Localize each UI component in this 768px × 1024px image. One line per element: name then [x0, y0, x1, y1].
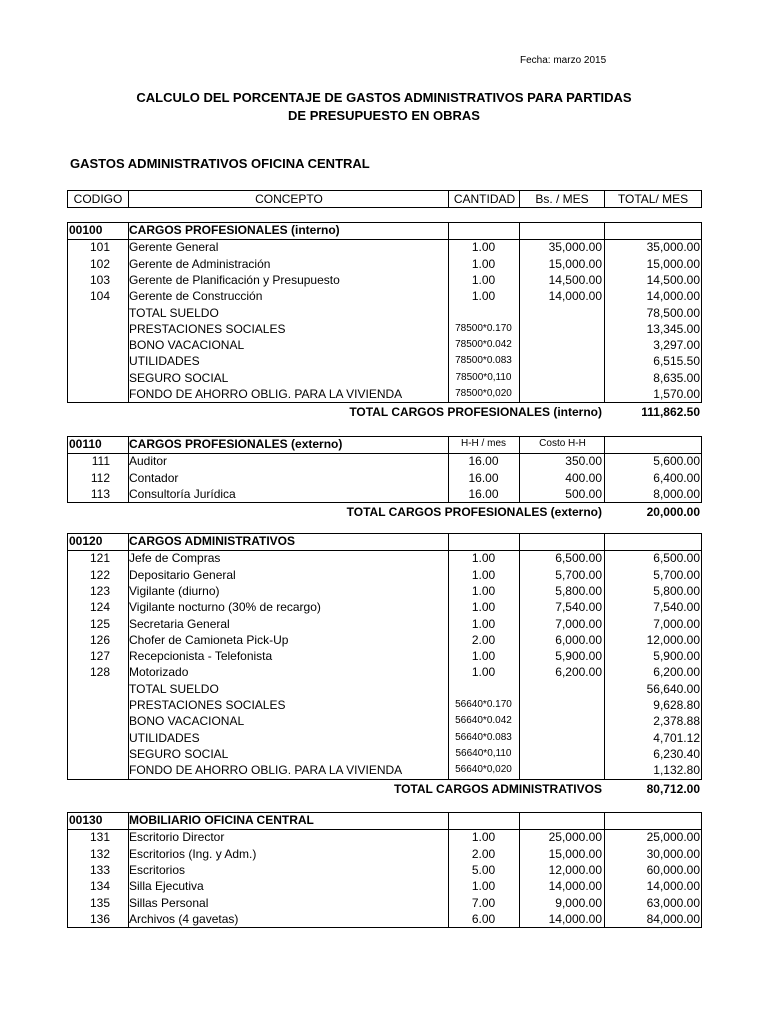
row-quantity: 2.00 — [471, 632, 496, 647]
row-concept: Vigilante (diurno) — [129, 583, 220, 598]
table-row — [67, 337, 702, 354]
row-unit-cost: 400.00 — [565, 470, 602, 485]
row-quantity: 5.00 — [471, 862, 496, 877]
row-quantity: 1.00 — [471, 551, 496, 566]
table-row — [67, 648, 702, 665]
row-unit-cost — [520, 321, 602, 337]
section-total-row — [67, 404, 702, 420]
row-unit-cost: 9,000.00 — [555, 895, 602, 910]
row-quantity — [449, 681, 518, 697]
row-code — [67, 353, 110, 369]
table-row — [67, 486, 702, 503]
row-total: 1,570.00 — [653, 387, 700, 401]
row-unit-cost — [520, 353, 602, 369]
row-quantity: 56640*0.083 — [455, 731, 512, 743]
section-total-row — [67, 781, 702, 797]
row-total: 6,400.00 — [653, 470, 700, 485]
row-total: 25,000.00 — [646, 830, 700, 845]
row-quantity: 56640*0,110 — [455, 747, 512, 759]
row-concept: Jefe de Compras — [129, 551, 221, 566]
table-row — [67, 272, 702, 289]
row-concept: TOTAL SUELDO — [129, 305, 219, 320]
row-concept: Gerente General — [129, 240, 219, 255]
row-total: 7,540.00 — [653, 600, 700, 615]
row-unit-cost: 5,800.00 — [555, 583, 602, 598]
row-concept: Gerente de Construcción — [129, 289, 263, 304]
row-total: 7,000.00 — [653, 616, 700, 631]
row-total: 13,345.00 — [646, 321, 700, 336]
row-unit-cost — [520, 697, 602, 713]
row-total: 84,000.00 — [646, 911, 700, 926]
row-unit-cost — [520, 305, 602, 321]
row-concept: Recepcionista - Telefonista — [129, 649, 273, 664]
section-code: 00130 — [69, 813, 103, 827]
row-total: 5,700.00 — [653, 567, 700, 582]
row-code: 134 — [89, 879, 110, 894]
section-total-row — [67, 504, 702, 520]
row-total: 14,000.00 — [646, 879, 700, 894]
table-row — [67, 550, 702, 567]
row-quantity: 1.00 — [471, 649, 496, 664]
row-concept: UTILIDADES — [129, 730, 200, 745]
row-total: 12,000.00 — [646, 632, 700, 647]
section-code: 00110 — [69, 437, 102, 451]
row-quantity: 1.00 — [471, 879, 496, 894]
row-code: 121 — [89, 551, 110, 566]
table-row — [67, 616, 702, 633]
row-quantity — [449, 305, 518, 321]
table-row — [67, 321, 702, 338]
row-quantity: 1.00 — [471, 272, 496, 287]
row-total: 56,640.00 — [646, 681, 700, 696]
row-code — [67, 321, 110, 337]
row-unit-cost: 15,000.00 — [548, 256, 602, 271]
row-code: 126 — [89, 632, 110, 647]
row-code: 125 — [89, 616, 110, 631]
row-unit-cost — [520, 370, 602, 386]
row-quantity: 78500*0,020 — [455, 388, 512, 399]
row-concept: Gerente de Administración — [129, 256, 271, 271]
row-concept: FONDO DE AHORRO OBLIG. PARA LA VIVIENDA — [129, 763, 403, 778]
row-quantity: 1.00 — [471, 616, 496, 631]
row-code — [67, 337, 110, 353]
table-row — [67, 681, 702, 698]
row-quantity: 78500*0.170 — [455, 322, 512, 334]
table-row — [67, 453, 702, 470]
table-row — [67, 664, 702, 681]
row-total: 14,500.00 — [646, 272, 700, 287]
row-total: 5,800.00 — [653, 583, 700, 598]
row-code: 111 — [91, 454, 110, 469]
row-total: 60,000.00 — [646, 862, 700, 877]
row-unit-cost: 7,000.00 — [555, 616, 602, 631]
row-unit-cost — [520, 386, 602, 402]
row-unit-cost: 6,200.00 — [555, 665, 602, 680]
row-code: 127 — [89, 649, 110, 664]
table-row — [67, 239, 702, 256]
row-concept: Archivos (4 gavetas) — [129, 911, 239, 926]
row-unit-cost — [520, 730, 602, 746]
table-row — [67, 256, 702, 273]
row-unit-cost: 6,000.00 — [555, 632, 602, 647]
row-unit-cost — [520, 746, 602, 762]
table-row — [67, 470, 702, 487]
row-quantity: 78500*0.042 — [455, 339, 512, 351]
header-total-mes: TOTAL/ MES — [617, 192, 689, 206]
row-code: 112 — [90, 470, 110, 485]
row-code: 101 — [89, 240, 110, 255]
row-total: 9,628.80 — [653, 698, 700, 712]
row-code: 103 — [89, 272, 110, 287]
section-title: MOBILIARIO OFICINA CENTRAL — [129, 813, 314, 827]
row-concept: Motorizado — [129, 665, 189, 680]
row-unit-cost: 7,540.00 — [555, 600, 602, 615]
document-title-line2: DE PRESUPUESTO EN OBRAS — [288, 108, 480, 123]
row-total: 15,000.00 — [646, 256, 700, 271]
row-unit-cost — [520, 681, 602, 697]
row-unit-cost: 14,500.00 — [548, 272, 602, 287]
section-total-label: TOTAL CARGOS ADMINISTRATIVOS — [393, 781, 602, 796]
row-total: 1,132.80 — [653, 763, 700, 778]
row-concept: Vigilante nocturno (30% de recargo) — [129, 600, 321, 615]
row-unit-cost — [520, 762, 602, 778]
row-code — [67, 305, 110, 321]
row-unit-cost: 5,700.00 — [555, 567, 602, 582]
row-concept: Escritorios — [129, 862, 186, 877]
row-quantity: 56640*0,020 — [455, 764, 512, 776]
table-header — [67, 190, 702, 208]
table-row — [67, 762, 702, 779]
row-concept: PRESTACIONES SOCIALES — [129, 698, 286, 712]
row-code: 123 — [89, 583, 110, 598]
row-quantity: 1.00 — [471, 240, 496, 255]
section-total-value: 20,000.00 — [646, 505, 700, 520]
row-code: 136 — [89, 911, 110, 926]
row-quantity: 1.00 — [471, 830, 496, 845]
row-concept: Sillas Personal — [129, 895, 209, 910]
section-total-value: 111,862.50 — [641, 405, 700, 420]
row-concept: SEGURO SOCIAL — [129, 370, 229, 385]
row-total: 8,635.00 — [653, 370, 700, 385]
row-concept: Escritorio Director — [129, 830, 225, 845]
row-concept: TOTAL SUELDO — [129, 681, 219, 696]
row-unit-cost: 35,000.00 — [548, 240, 602, 255]
table-row — [67, 632, 702, 649]
table-row — [67, 697, 702, 714]
section-title: CARGOS PROFESIONALES (interno) — [129, 223, 340, 237]
row-total: 30,000.00 — [646, 846, 700, 861]
row-total: 6,200.00 — [653, 665, 700, 680]
row-concept: Escritorios (Ing. y Adm.) — [129, 846, 257, 861]
row-code: 122 — [89, 567, 110, 582]
row-code — [67, 386, 110, 402]
row-code — [67, 730, 110, 746]
row-code: 102 — [89, 256, 110, 271]
sub-header-costo-hh: Costo H-H — [539, 438, 586, 449]
table-row — [67, 878, 702, 895]
table-row — [67, 829, 702, 846]
row-unit-cost: 350.00 — [565, 454, 602, 469]
row-code — [67, 681, 110, 697]
row-concept: FONDO DE AHORRO OBLIG. PARA LA VIVIENDA — [129, 387, 403, 401]
header-bs-mes: Bs. / MES — [535, 192, 589, 206]
table-row — [67, 583, 702, 600]
table-row — [67, 746, 702, 763]
row-concept: Consultoría Jurídica — [129, 486, 236, 501]
row-concept: Secretaria General — [129, 616, 230, 631]
table-row — [67, 911, 702, 928]
row-quantity: 78500*0,110 — [455, 371, 512, 383]
row-total: 5,900.00 — [653, 649, 700, 664]
row-total: 63,000.00 — [646, 895, 700, 910]
row-code — [67, 713, 110, 729]
row-quantity: 16.00 — [468, 470, 499, 485]
section-header-row — [67, 812, 702, 829]
row-quantity: 16.00 — [468, 454, 499, 469]
row-total: 8,000.00 — [653, 486, 700, 501]
row-total: 5,600.00 — [653, 454, 700, 469]
section-total-value: 80,712.00 — [646, 781, 700, 796]
section-code: 00100 — [69, 223, 103, 237]
row-concept: BONO VACACIONAL — [129, 338, 245, 353]
row-code — [67, 370, 110, 386]
row-code: 113 — [90, 486, 110, 501]
table-row — [67, 288, 702, 305]
row-concept: Contador — [129, 470, 179, 485]
row-concept: Depositario General — [129, 567, 236, 582]
fecha-label: Fecha: marzo 2015 — [520, 55, 607, 66]
table-row — [67, 567, 702, 584]
row-code: 128 — [89, 665, 110, 680]
row-code: 133 — [89, 862, 110, 877]
section-title: CARGOS ADMINISTRATIVOS — [129, 534, 296, 548]
row-total: 6,515.50 — [653, 354, 700, 369]
table-row — [67, 370, 702, 387]
row-quantity: 1.00 — [471, 289, 496, 304]
section-total-label: TOTAL CARGOS PROFESIONALES (externo) — [346, 505, 602, 520]
row-quantity: 1.00 — [471, 600, 496, 615]
row-concept: UTILIDADES — [129, 354, 200, 369]
row-quantity: 2.00 — [471, 846, 496, 861]
table-row — [67, 713, 702, 730]
row-quantity: 1.00 — [471, 665, 496, 680]
row-unit-cost: 15,000.00 — [548, 846, 602, 861]
row-code — [67, 697, 110, 713]
row-unit-cost: 14,000.00 — [548, 911, 602, 926]
row-unit-cost: 12,000.00 — [548, 862, 602, 877]
row-unit-cost: 5,900.00 — [555, 649, 602, 664]
row-quantity: 7.00 — [471, 895, 496, 910]
header-cantidad: CANTIDAD — [453, 192, 516, 206]
row-code: 132 — [89, 846, 110, 861]
table-row — [67, 730, 702, 747]
row-code — [67, 746, 110, 762]
row-code: 131 — [89, 830, 110, 845]
row-total: 2,378.88 — [653, 714, 700, 729]
section-header-row — [67, 436, 702, 453]
row-quantity: 1.00 — [471, 256, 496, 271]
row-quantity: 1.00 — [471, 583, 496, 598]
row-quantity: 6.00 — [471, 911, 496, 926]
row-concept: PRESTACIONES SOCIALES — [129, 321, 286, 336]
row-total: 14,000.00 — [646, 289, 700, 304]
section-code: 00120 — [69, 534, 103, 548]
row-unit-cost: 6,500.00 — [555, 551, 602, 566]
header-codigo: CODIGO — [73, 192, 123, 206]
row-code: 124 — [89, 600, 110, 615]
sub-header-hh-mes: H-H / mes — [461, 438, 506, 449]
table-row — [67, 305, 702, 322]
row-unit-cost: 14,000.00 — [548, 879, 602, 894]
row-concept: Auditor — [129, 454, 168, 469]
row-unit-cost: 14,000.00 — [548, 289, 602, 304]
row-total: 78,500.00 — [646, 305, 700, 320]
table-row — [67, 846, 702, 863]
row-concept: Gerente de Planificación y Presupuesto — [129, 272, 340, 287]
row-total: 3,297.00 — [653, 338, 700, 353]
header-concepto: CONCEPTO — [255, 192, 323, 206]
row-concept: Chofer de Camioneta Pick-Up — [129, 632, 289, 647]
document-title-line1: CALCULO DEL PORCENTAJE DE GASTOS ADMINISTRATIVOS PARA PARTIDAS — [136, 90, 632, 105]
table-row — [67, 353, 702, 370]
section-total-label: TOTAL CARGOS PROFESIONALES (interno) — [349, 405, 602, 420]
table-row — [67, 599, 702, 616]
row-concept: BONO VACACIONAL — [129, 714, 245, 729]
row-unit-cost — [520, 713, 602, 729]
row-unit-cost: 500.00 — [565, 486, 602, 501]
row-code — [67, 762, 110, 778]
row-total: 6,500.00 — [653, 551, 700, 566]
row-concept: SEGURO SOCIAL — [129, 746, 229, 761]
section-title: CARGOS PROFESIONALES (externo) — [129, 437, 343, 451]
table-row — [67, 862, 702, 879]
section-header-row — [67, 222, 702, 239]
table-row — [67, 386, 702, 403]
row-unit-cost: 25,000.00 — [548, 830, 602, 845]
row-total: 4,701.12 — [653, 730, 700, 745]
row-quantity: 56640*0.042 — [455, 715, 512, 727]
row-quantity: 1.00 — [471, 567, 496, 582]
section-subtitle: GASTOS ADMINISTRATIVOS OFICINA CENTRAL — [70, 156, 370, 171]
row-quantity: 16.00 — [468, 486, 499, 501]
row-concept: Silla Ejecutiva — [129, 879, 204, 894]
row-quantity: 56640*0.170 — [455, 699, 512, 710]
table-row — [67, 895, 702, 912]
row-quantity: 78500*0.083 — [455, 355, 512, 367]
section-header-row — [67, 533, 702, 550]
row-code: 135 — [89, 895, 110, 910]
row-total: 6,230.40 — [653, 746, 700, 761]
row-code: 104 — [89, 289, 110, 304]
row-total: 35,000.00 — [646, 240, 700, 255]
row-unit-cost — [520, 337, 602, 353]
